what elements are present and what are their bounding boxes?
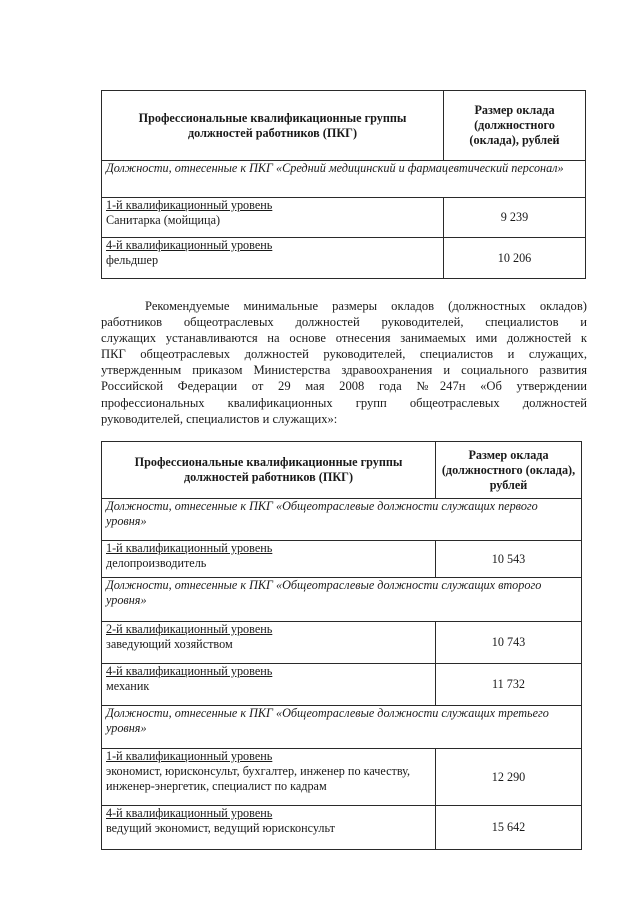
position-title: заведующий хозяйством [106,637,233,651]
position-cell [102,806,436,850]
group-title: Должности, отнесенные к ПКГ «Общеотраслевые должности служащих второго уровня» [102,578,582,622]
paragraph-line: ПКГ общеотраслевых должностей руководителей, специалистов и служащих, [101,347,587,362]
table-row [102,806,582,850]
qualification-level: 4-й квалификационный уровень [106,664,273,678]
paragraph-line: работников общеотраслевых должностей руководителей, специалистов и [101,315,587,330]
table-header-row [102,442,582,499]
salary-value: 10 743 [436,622,582,664]
position-cell [102,622,436,664]
table-row [102,622,582,664]
qualification-level: 1-й квалификационный уровень [106,198,273,212]
salary-table-medical [101,90,586,279]
header-salary-size: Размер оклада (должностного (оклада), рублей [444,91,586,161]
salary-value: 10 206 [444,238,586,279]
group-title: Должности, отнесенные к ПКГ «Общеотраслевые должности служащих третьего уровня» [102,706,582,749]
header-salary-size: Размер оклада (должностного (оклада), рублей [436,442,582,499]
group-title: Должности, отнесенные к ПКГ «Средний медицинский и фармацевтический персонал» [102,161,586,198]
qualification-level: 1-й квалификационный уровень [106,541,273,555]
paragraph-line: Российской Федерации от 29 мая 2008 года №247н «Об утверждении [101,379,587,394]
table-row [102,749,582,806]
header-pkg-groups: Профессиональные квалификационные группы должностей работников (ПКГ) [102,442,436,499]
salary-value: 10 543 [436,541,582,578]
qualification-level: 2-й квалификационный уровень [106,622,273,636]
qualification-level: 1-й квалификационный уровень [106,749,273,763]
table-row [102,541,582,578]
position-cell [102,238,444,279]
position-cell [102,198,444,238]
paragraph-line: Рекомендуемые минимальные размеры окладов (должностных окладов) [145,299,587,313]
paragraph-line: служащих устанавливаются на основе отнесения занимаемых ими должностей к [101,331,587,346]
position-cell [102,541,436,578]
position-title: Санитарка (мойщица) [106,213,221,227]
group-row [102,161,586,198]
salary-value: 15 642 [436,806,582,850]
salary-value: 11 732 [436,664,582,706]
salary-value: 9 239 [444,198,586,238]
position-title: экономист, юрисконсульт, бухгалтер, инженер по качеству, инженер-энергетик, специалист по кадрам [106,764,411,793]
position-title: ведущий экономист, ведущий юрисконсульт [106,821,335,835]
group-row [102,499,582,541]
table-header-row [102,91,586,161]
qualification-level: 4-й квалификационный уровень [106,806,273,820]
qualification-level: 4-й квалификационный уровень [106,238,273,252]
group-row [102,706,582,749]
group-row [102,578,582,622]
table-row [102,238,586,279]
position-cell [102,749,436,806]
header-pkg-groups: Профессиональные квалификационные группы должностей работников (ПКГ) [102,91,444,161]
group-title: Должности, отнесенные к ПКГ «Общеотраслевые должности служащих первого уровня» [102,499,582,541]
paragraph-line: руководителей, специалистов и служащих»: [101,411,338,426]
table-row [102,198,586,238]
position-title: механик [106,679,150,693]
salary-value: 12 290 [436,749,582,806]
paragraph-line: утвержденным приказом Министерства здравоохранения и социального развития [101,363,587,378]
paragraph-line: профессиональных квалификационных групп общеотраслевых должностей [101,395,587,410]
position-cell [102,664,436,706]
table-row [102,664,582,706]
body-paragraph [101,298,587,427]
position-title: делопроизводитель [106,556,207,570]
salary-table-general [101,441,582,850]
position-title: фельдшер [106,253,159,267]
